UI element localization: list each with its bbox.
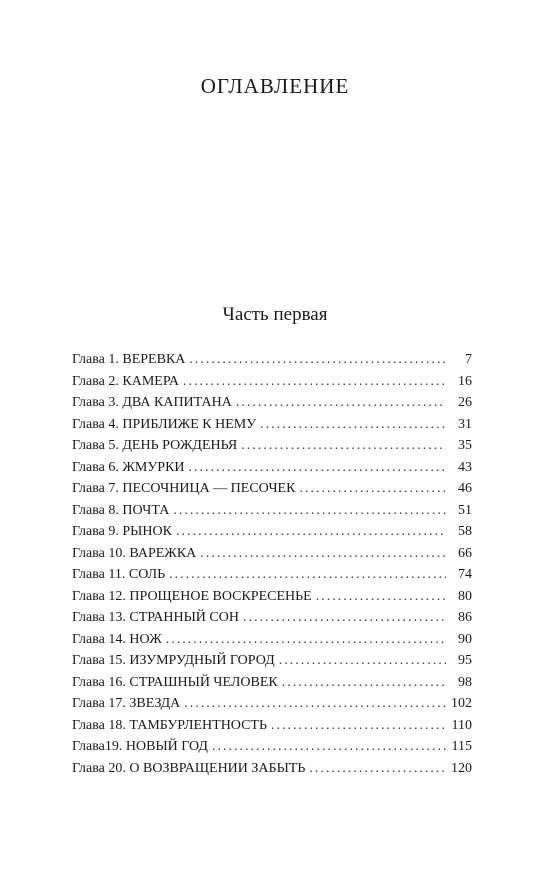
- toc-dot-leader: [279, 653, 446, 669]
- toc-entry-label: Глава 20. О ВОЗВРАЩЕНИИ ЗАБЫТЬ: [72, 760, 306, 776]
- toc-dot-leader: [189, 460, 446, 476]
- part-heading: Часть первая: [222, 304, 328, 325]
- toc-entry-page-number: 66: [458, 545, 472, 561]
- toc-dot-leader: [309, 761, 446, 777]
- toc-entry-page-number: 90: [458, 631, 472, 647]
- toc-entry-page-number: 120: [451, 760, 472, 776]
- toc-entry: [72, 696, 472, 718]
- toc-entry: [72, 460, 472, 482]
- toc-dot-leader: [189, 352, 446, 368]
- toc-entry-label: Глава 3. ДВА КАПИТАНА: [72, 395, 232, 410]
- toc-entry-label: Глава 12. ПРОЩЕНОЕ ВОСКРЕСЕНЬЕ: [72, 588, 312, 604]
- toc-entry-page-number: 86: [458, 610, 472, 625]
- toc-entry: [72, 395, 472, 417]
- toc-entry-page-number: 98: [458, 674, 472, 690]
- toc-entry-label: Глава 1. ВЕРЕВКА: [72, 352, 186, 367]
- toc-entry-label: Глава 9. РЫНОК: [72, 524, 172, 539]
- toc-entry-page-number: 95: [458, 653, 472, 668]
- toc-entry: [72, 352, 472, 374]
- toc-entry-page-number: 115: [451, 739, 472, 754]
- toc-entry-label: Глава 6. ЖМУРКИ: [72, 459, 185, 475]
- toc-dot-leader: [166, 632, 446, 648]
- toc-entry: [72, 632, 472, 654]
- toc-dot-leader: [176, 524, 446, 540]
- toc-entry-label: Глава 7. ПЕСОЧНИЦА — ПЕСОЧЕК: [72, 481, 296, 496]
- toc-dot-leader: [212, 739, 446, 755]
- toc-entry: [72, 653, 472, 675]
- toc-entry: [72, 481, 472, 503]
- toc-entry: [72, 374, 472, 396]
- toc-entry-page-number: 74: [458, 567, 472, 582]
- toc-entry: [72, 589, 472, 611]
- toc-entry-page-number: 16: [458, 373, 472, 389]
- toc-entry: [72, 567, 472, 589]
- toc-dot-leader: [241, 438, 446, 454]
- toc-entry-label: Глава 8. ПОЧТА: [72, 502, 170, 518]
- toc-dot-leader: [299, 481, 446, 497]
- toc-entry-label: Глава 10. ВАРЕЖКА: [72, 545, 197, 561]
- toc-entry-label: Глава 17. ЗВЕЗДА: [72, 696, 181, 711]
- toc-entry: [72, 503, 472, 525]
- toc-entry-page-number: 46: [458, 481, 472, 496]
- toc-entry-label: Глава 4. ПРИБЛИЖЕ К НЕМУ: [72, 416, 257, 432]
- toc-entry-page-number: 102: [451, 696, 472, 711]
- toc-entry-page-number: 110: [451, 717, 472, 733]
- toc-entry-label: Глава 11. СОЛЬ: [72, 567, 166, 582]
- toc-entry-page-number: 26: [458, 395, 472, 410]
- toc-entry-label: Глава 16. СТРАШНЫЙ ЧЕЛОВЕК: [72, 674, 278, 690]
- toc-dot-leader: [316, 589, 446, 605]
- toc-entry-label: Глава 14. НОЖ: [72, 631, 162, 647]
- toc-entry: [72, 739, 472, 761]
- toc-entry-page-number: 80: [458, 588, 472, 604]
- toc-dot-leader: [200, 546, 446, 562]
- toc-entry: [72, 675, 472, 697]
- toc-dot-leader: [173, 503, 446, 519]
- toc-entry-label: Глава 15. ИЗУМРУДНЫЙ ГОРОД: [72, 653, 275, 668]
- table-of-contents: [72, 352, 472, 782]
- toc-entry: [72, 438, 472, 460]
- toc-dot-leader: [243, 610, 446, 626]
- toc-entry-page-number: 43: [458, 459, 472, 475]
- toc-entry: [72, 417, 472, 439]
- toc-dot-leader: [271, 718, 446, 734]
- toc-entry: [72, 718, 472, 740]
- toc-dot-leader: [169, 567, 446, 583]
- toc-entry-page-number: 31: [458, 416, 472, 432]
- toc-entry-label: Глава 13. СТРАННЫЙ СОН: [72, 610, 239, 625]
- toc-dot-leader: [184, 696, 446, 712]
- toc-entry: [72, 761, 472, 783]
- toc-dot-leader: [260, 417, 446, 433]
- toc-entry-page-number: 7: [465, 352, 472, 367]
- toc-dot-leader: [282, 675, 446, 691]
- toc-entry: [72, 610, 472, 632]
- toc-dot-leader: [183, 374, 446, 390]
- toc-entry-label: Глава 18. ТАМБУРЛЕНТНОСТЬ: [72, 717, 268, 733]
- toc-entry: [72, 524, 472, 546]
- toc-entry: [72, 546, 472, 568]
- toc-entry-label: Глава 5. ДЕНЬ РОЖДЕНЬЯ: [72, 438, 238, 453]
- toc-entry-page-number: 51: [458, 502, 472, 518]
- toc-entry-label: Глава 2. КАМЕРА: [72, 373, 179, 389]
- toc-entry-page-number: 35: [458, 438, 472, 453]
- toc-dot-leader: [236, 395, 446, 411]
- toc-entry-label: Глава19. НОВЫЙ ГОД: [72, 739, 208, 754]
- toc-entry-page-number: 58: [458, 524, 472, 539]
- page-title: ОГЛАВЛЕНИЕ: [200, 74, 350, 98]
